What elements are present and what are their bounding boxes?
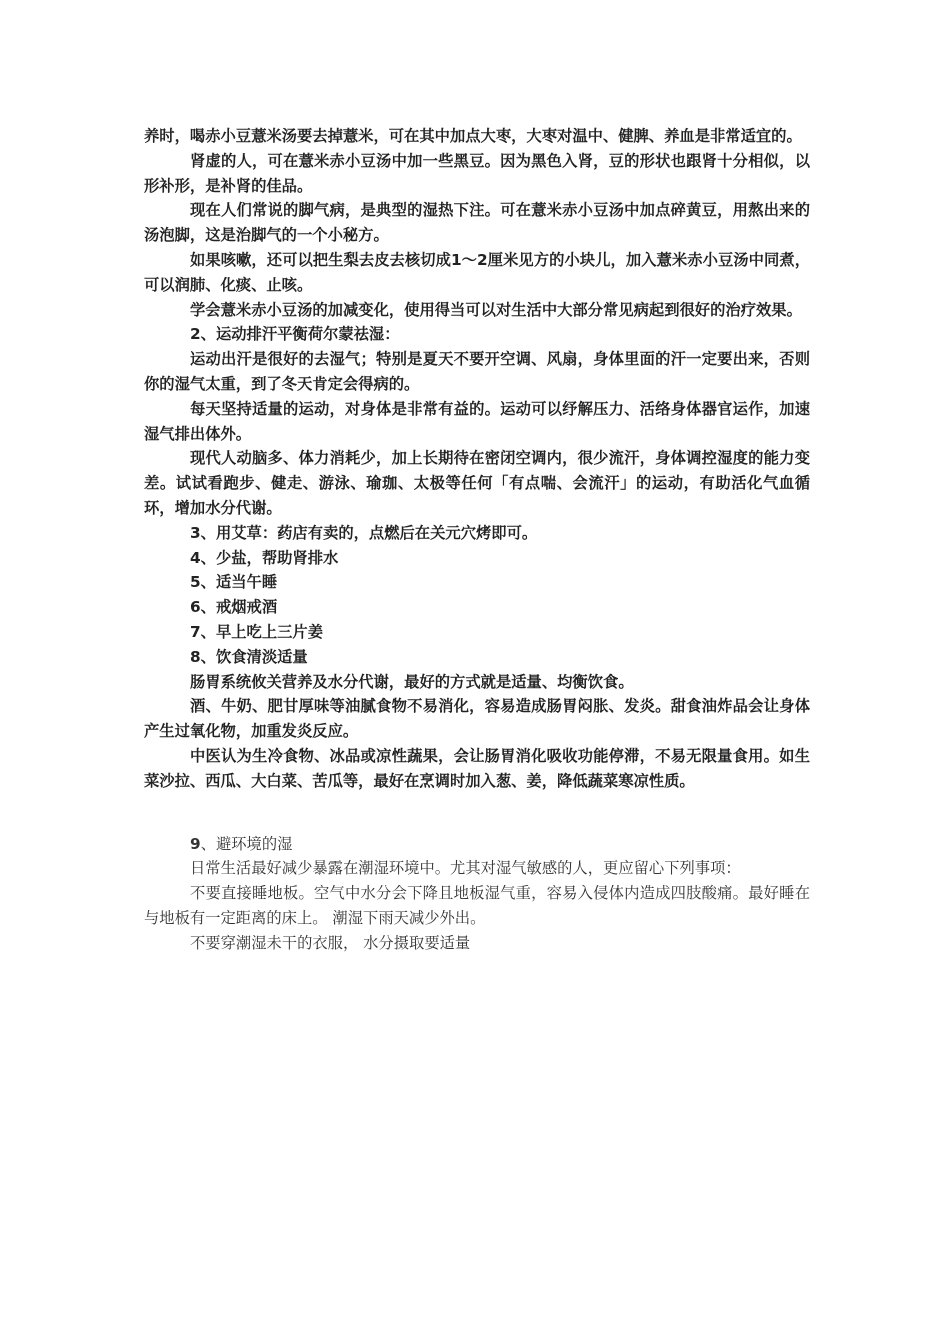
paragraph-date-soup: 养时，喝赤小豆薏米汤要去掉薏米，可在其中加点大枣，大枣对温中、健脾、养血是非常适宜的。 — [144, 127, 802, 145]
section-spacer — [144, 794, 810, 832]
heading-light-diet: 8、饮食清淡适量 — [190, 647, 308, 666]
paragraph-beriberi: 现在人们常说的脚气病，是典型的湿热下注。可在薏米赤小豆汤中加点碎黄豆，用熬出来的汤泡脚，这是治脚气的一个小秘方。 — [144, 201, 810, 245]
heading-environment-text: 、避环境的湿 — [200, 834, 293, 853]
heading-environment-number: 9 — [190, 834, 201, 853]
paragraph-soup-variations: 学会薏米赤小豆汤的加减变化，使用得当可以对生活中大部分常见病起到很好的治疗效果。 — [190, 300, 802, 319]
heading-less-salt: 4、少盐，帮助肾排水 — [190, 548, 339, 567]
paragraph-reduce-exposure: 日常生活最好减少暴露在潮湿环境中。尤其对湿气敏感的人，更应留心下列事项： — [190, 859, 741, 878]
heading-moxa: 3、用艾草：药店有卖的，点燃后在关元穴烤即可。 — [190, 523, 538, 542]
paragraph-black-bean: 肾虚的人，可在薏米赤小豆汤中加一些黑豆。因为黑色入肾，豆的形状也跟肾十分相似，以形补形，是补肾的佳品。 — [144, 151, 810, 195]
paragraph-floor-sleeping: 不要直接睡地板。空气中水分会下降且地板湿气重，容易入侵体内造成四肢酸痛。最好睡在与地板有一定距离的床上。 潮湿下雨天减少外出。 — [144, 884, 810, 927]
paragraph-cough-pear: 如果咳嗽，还可以把生梨去皮去核切成1～2厘米见方的小块儿，加入薏米赤小豆汤中同煮，可以润肺、化痰、止咳。 — [144, 250, 810, 294]
paragraph-cold-food: 中医认为生冷食物、冰品或凉性蔬果，会让肠胃消化吸收功能停滞，不易无限量食用。如生菜沙拉、西瓜、大白菜、苦瓜等，最好在烹调时加入葱、姜，降低蔬菜寒凉性质。 — [144, 746, 810, 790]
heading-quit-smoking: 6、戒烟戒酒 — [190, 598, 278, 617]
dampness-remedies-section — [144, 124, 810, 794]
paragraph-daily-exercise: 每天坚持适量的运动，对身体是非常有益的。运动可以纾解压力、活络身体器官运作，加速湿气排出体外。 — [144, 399, 810, 443]
heading-exercise: 2、运动排汗平衡荷尔蒙祛湿： — [190, 325, 400, 344]
document-body — [144, 124, 810, 956]
environment-dampness-section — [144, 832, 810, 956]
paragraph-damp-clothes: 不要穿潮湿未干的衣服， 水分摄取要适量 — [190, 933, 471, 952]
paragraph-greasy-food: 酒、牛奶、肥甘厚味等油腻食物不易消化，容易造成肠胃闷胀、发炎。甜食油炸品会让身体产生过氧化物，加重发炎反应。 — [144, 697, 810, 741]
heading-environment — [144, 832, 810, 857]
heading-nap: 5、适当午睡 — [190, 573, 278, 592]
paragraph-modern-lifestyle: 现代人动脑多、体力消耗少，加上长期待在密闭空调内，很少流汗，身体调控湿度的能力变差。试试看跑步、健走、游泳、瑜珈、太极等任何「有点喘、会流汗」的运动，有助活化气血循环，增加水分代谢。 — [144, 449, 810, 517]
paragraph-digestion: 肠胃系统攸关营养及水分代谢，最好的方式就是适量、均衡饮食。 — [190, 672, 634, 691]
heading-ginger: 7、早上吃上三片姜 — [190, 622, 324, 641]
paragraph-sweating: 运动出汗是很好的去湿气；特别是夏天不要开空调、风扇，身体里面的汗一定要出来，否则你的湿气太重，到了冬天肯定会得病的。 — [144, 350, 810, 393]
